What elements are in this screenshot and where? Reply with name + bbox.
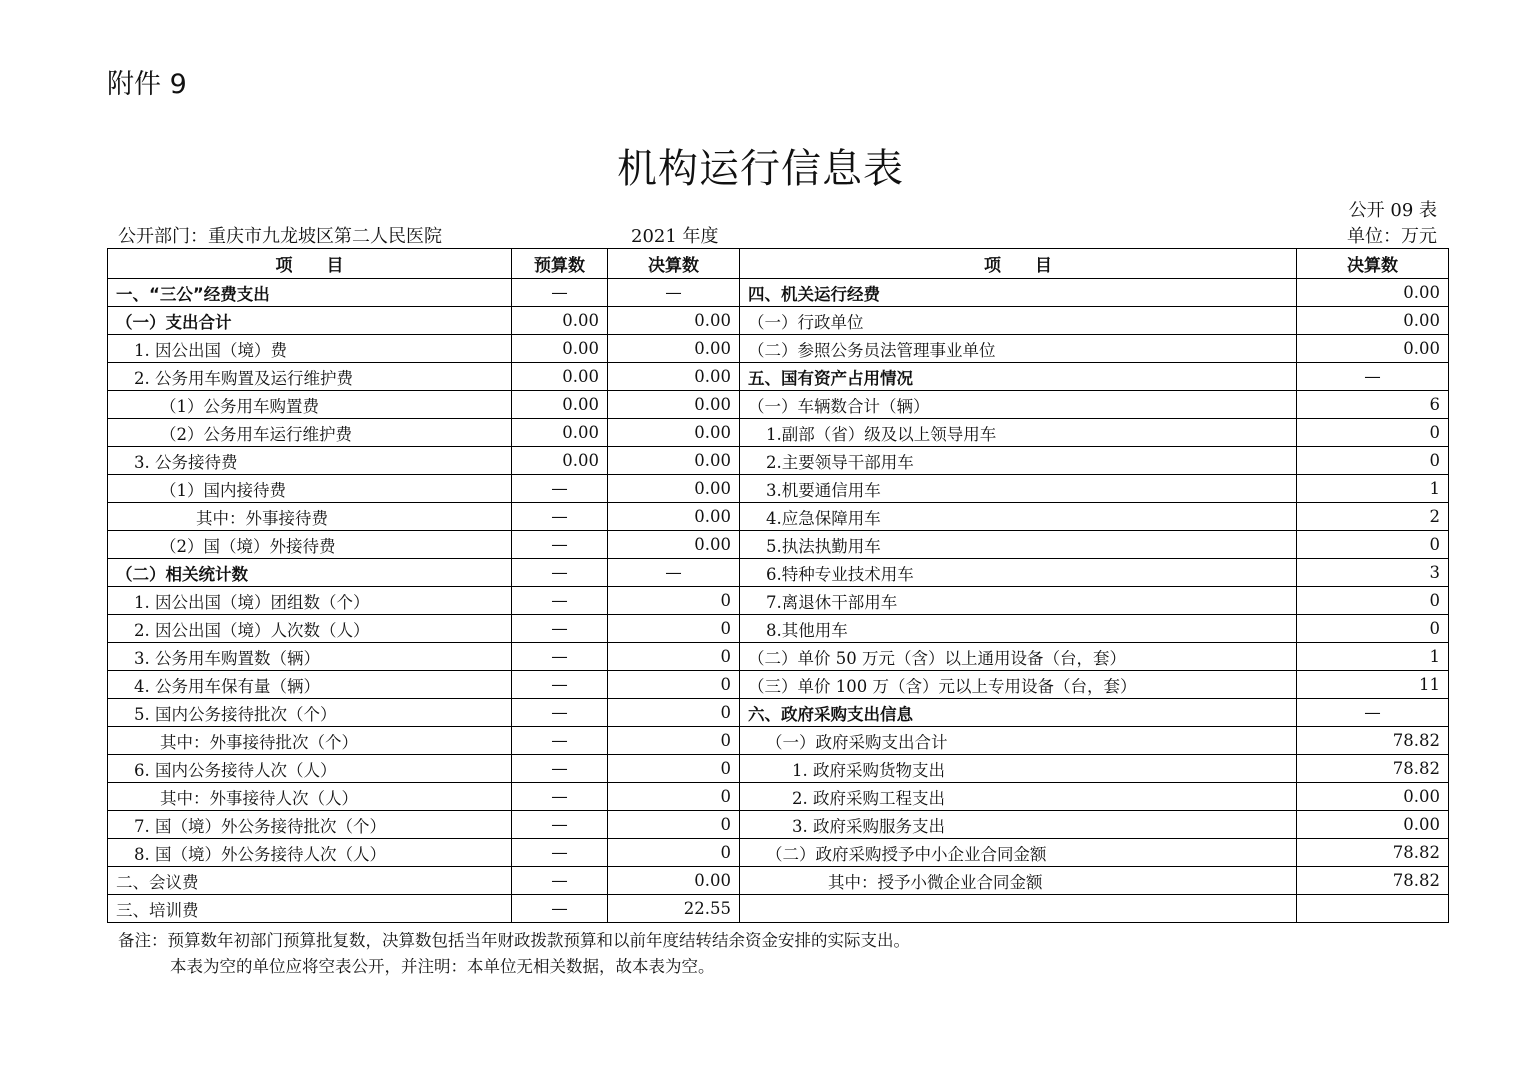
budget-cell: — — [512, 615, 608, 643]
final-cell: 0 — [608, 615, 740, 643]
table-row — [108, 363, 1449, 391]
right-item-cell: 其中：授予小微企业合同金额 — [740, 867, 1297, 895]
note-line: 本表为空的单位应将空表公开，并注明：本单位无相关数据，故本表为空。 — [170, 957, 715, 976]
left-item-cell: 2. 因公出国（境）人次数（人） — [108, 615, 512, 643]
budget-cell: — — [512, 783, 608, 811]
right-item-cell: 四、机关运行经费 — [740, 279, 1297, 307]
left-item-cell: 3. 公务用车购置数（辆） — [108, 643, 512, 671]
budget-cell: 0.00 — [512, 391, 608, 419]
budget-cell: 0.00 — [512, 447, 608, 475]
info-table — [107, 248, 1449, 923]
header-left-item: 项 目 — [108, 249, 512, 279]
table-row — [108, 307, 1449, 335]
budget-cell: — — [512, 559, 608, 587]
budget-cell: — — [512, 895, 608, 923]
left-item-cell: 其中：外事接待批次（个） — [108, 727, 512, 755]
right-final-cell: 6 — [1297, 391, 1449, 419]
final-cell: 0.00 — [608, 475, 740, 503]
budget-cell: — — [512, 587, 608, 615]
right-item-cell: （二）政府采购授予中小企业合同金额 — [740, 839, 1297, 867]
left-item-cell: （2）公务用车运行维护费 — [108, 419, 512, 447]
table-row — [108, 699, 1449, 727]
left-item-cell: （1）公务用车购置费 — [108, 391, 512, 419]
budget-cell: — — [512, 867, 608, 895]
final-cell: — — [608, 279, 740, 307]
left-item-cell: 1. 因公出国（境）团组数（个） — [108, 587, 512, 615]
right-item-cell: 7.离退休干部用车 — [740, 587, 1297, 615]
left-item-cell: （二）相关统计数 — [108, 559, 512, 587]
final-cell: 0 — [608, 699, 740, 727]
table-number: 公开 09 表 — [1348, 200, 1437, 221]
right-final-cell: — — [1297, 699, 1449, 727]
budget-cell: 0.00 — [512, 335, 608, 363]
budget-cell: — — [512, 699, 608, 727]
budget-cell: — — [512, 755, 608, 783]
left-item-cell: （2）国（境）外接待费 — [108, 531, 512, 559]
right-item-cell: 1.副部（省）级及以上领导用车 — [740, 419, 1297, 447]
left-item-cell: 三、培训费 — [108, 895, 512, 923]
final-cell: 0 — [608, 727, 740, 755]
table-row — [108, 475, 1449, 503]
right-item-cell: （二）参照公务员法管理事业单位 — [740, 335, 1297, 363]
left-item-cell: 其中：外事接待费 — [108, 503, 512, 531]
final-cell: 0 — [608, 839, 740, 867]
final-cell: 22.55 — [608, 895, 740, 923]
right-final-cell: 0.00 — [1297, 783, 1449, 811]
budget-cell: — — [512, 475, 608, 503]
right-item-cell: （二）单价 50 万元（含）以上通用设备（台，套） — [740, 643, 1297, 671]
table-row — [108, 419, 1449, 447]
right-item-cell: 2.主要领导干部用车 — [740, 447, 1297, 475]
right-item-cell: 2. 政府采购工程支出 — [740, 783, 1297, 811]
unit-label: 单位：万元 — [1347, 226, 1437, 247]
final-cell: 0.00 — [608, 419, 740, 447]
right-final-cell: 78.82 — [1297, 839, 1449, 867]
right-item-cell — [740, 895, 1297, 923]
left-item-cell: （一）支出合计 — [108, 307, 512, 335]
right-final-cell: 0 — [1297, 531, 1449, 559]
right-final-cell: 0.00 — [1297, 335, 1449, 363]
left-item-cell: 7. 国（境）外公务接待批次（个） — [108, 811, 512, 839]
left-item-cell: 3. 公务接待费 — [108, 447, 512, 475]
right-item-cell: （一）政府采购支出合计 — [740, 727, 1297, 755]
left-item-cell: （1）国内接待费 — [108, 475, 512, 503]
right-item-cell: 3. 政府采购服务支出 — [740, 811, 1297, 839]
note-line: 备注：预算数年初部门预算批复数，决算数包括当年财政拨款预算和以前年度结转结余资金安排的实际支出。 — [118, 931, 910, 950]
final-cell: 0.00 — [608, 531, 740, 559]
table-row — [108, 279, 1449, 307]
table-row — [108, 839, 1449, 867]
left-item-cell: 一、“三公”经费支出 — [108, 279, 512, 307]
right-item-cell: 六、政府采购支出信息 — [740, 699, 1297, 727]
left-item-cell: 5. 国内公务接待批次（个） — [108, 699, 512, 727]
table-row — [108, 643, 1449, 671]
header-right-final: 决算数 — [1297, 249, 1449, 279]
final-cell: — — [608, 559, 740, 587]
notes — [118, 928, 910, 980]
budget-cell: 0.00 — [512, 307, 608, 335]
right-final-cell: 2 — [1297, 503, 1449, 531]
final-cell: 0 — [608, 755, 740, 783]
final-cell: 0 — [608, 643, 740, 671]
right-item-cell: 4.应急保障用车 — [740, 503, 1297, 531]
right-final-cell: 78.82 — [1297, 867, 1449, 895]
budget-cell: — — [512, 811, 608, 839]
table-row — [108, 811, 1449, 839]
final-cell: 0 — [608, 587, 740, 615]
final-cell: 0.00 — [608, 503, 740, 531]
page-title: 机构运行信息表 — [617, 146, 904, 192]
table-row — [108, 671, 1449, 699]
table-row — [108, 783, 1449, 811]
attachment-label: 附件 9 — [107, 69, 187, 100]
final-cell: 0.00 — [608, 447, 740, 475]
table-row — [108, 447, 1449, 475]
table-row — [108, 615, 1449, 643]
left-item-cell: 二、会议费 — [108, 867, 512, 895]
final-cell: 0 — [608, 783, 740, 811]
right-final-cell — [1297, 895, 1449, 923]
right-final-cell: — — [1297, 363, 1449, 391]
table-row — [108, 531, 1449, 559]
right-item-cell: （三）单价 100 万（含）元以上专用设备（台，套） — [740, 671, 1297, 699]
table-row — [108, 727, 1449, 755]
budget-cell: 0.00 — [512, 419, 608, 447]
final-cell: 0.00 — [608, 307, 740, 335]
final-cell: 0 — [608, 671, 740, 699]
left-item-cell: 8. 国（境）外公务接待人次（人） — [108, 839, 512, 867]
left-item-cell: 1. 因公出国（境）费 — [108, 335, 512, 363]
right-final-cell: 78.82 — [1297, 755, 1449, 783]
right-final-cell: 1 — [1297, 643, 1449, 671]
budget-cell: — — [512, 671, 608, 699]
fiscal-year: 2021 年度 — [631, 226, 719, 247]
right-item-cell: （一）行政单位 — [740, 307, 1297, 335]
table-row — [108, 559, 1449, 587]
right-final-cell: 0 — [1297, 447, 1449, 475]
table-row — [108, 587, 1449, 615]
right-final-cell: 0 — [1297, 419, 1449, 447]
budget-cell: — — [512, 279, 608, 307]
right-final-cell: 11 — [1297, 671, 1449, 699]
table-row — [108, 335, 1449, 363]
final-cell: 0.00 — [608, 363, 740, 391]
left-item-cell: 2. 公务用车购置及运行维护费 — [108, 363, 512, 391]
department: 公开部门：重庆市九龙坡区第二人民医院 — [118, 226, 442, 247]
table-row — [108, 755, 1449, 783]
right-item-cell: 3.机要通信用车 — [740, 475, 1297, 503]
header-right-item: 项 目 — [740, 249, 1297, 279]
table-header-row — [108, 249, 1449, 279]
left-item-cell: 其中：外事接待人次（人） — [108, 783, 512, 811]
right-item-cell: 五、国有资产占用情况 — [740, 363, 1297, 391]
budget-cell: — — [512, 531, 608, 559]
table-row — [108, 867, 1449, 895]
header-budget: 预算数 — [512, 249, 608, 279]
right-final-cell: 3 — [1297, 559, 1449, 587]
left-item-cell: 6. 国内公务接待人次（人） — [108, 755, 512, 783]
budget-cell: — — [512, 643, 608, 671]
budget-cell: — — [512, 839, 608, 867]
final-cell: 0.00 — [608, 391, 740, 419]
right-item-cell: （一）车辆数合计（辆） — [740, 391, 1297, 419]
right-item-cell: 5.执法执勤用车 — [740, 531, 1297, 559]
right-final-cell: 0 — [1297, 615, 1449, 643]
right-item-cell: 8.其他用车 — [740, 615, 1297, 643]
header-final: 决算数 — [608, 249, 740, 279]
final-cell: 0.00 — [608, 867, 740, 895]
final-cell: 0 — [608, 811, 740, 839]
right-final-cell: 0.00 — [1297, 811, 1449, 839]
budget-cell: — — [512, 503, 608, 531]
left-item-cell: 4. 公务用车保有量（辆） — [108, 671, 512, 699]
right-item-cell: 1. 政府采购货物支出 — [740, 755, 1297, 783]
table-row — [108, 503, 1449, 531]
right-final-cell: 1 — [1297, 475, 1449, 503]
right-final-cell: 78.82 — [1297, 727, 1449, 755]
table-row — [108, 391, 1449, 419]
right-item-cell: 6.特种专业技术用车 — [740, 559, 1297, 587]
budget-cell: 0.00 — [512, 363, 608, 391]
table-row — [108, 895, 1449, 923]
right-final-cell: 0 — [1297, 587, 1449, 615]
right-final-cell: 0.00 — [1297, 307, 1449, 335]
final-cell: 0.00 — [608, 335, 740, 363]
budget-cell: — — [512, 727, 608, 755]
right-final-cell: 0.00 — [1297, 279, 1449, 307]
